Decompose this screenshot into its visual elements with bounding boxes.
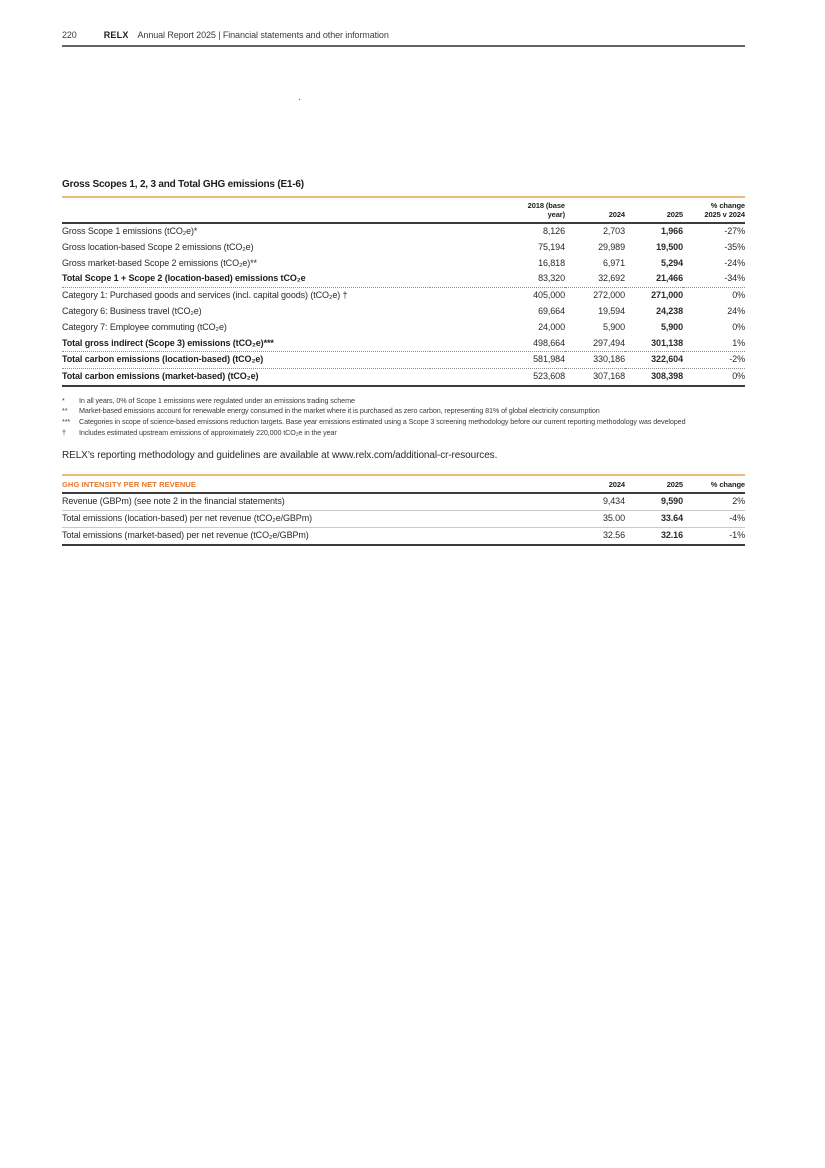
footnote xyxy=(62,406,745,417)
emissions-table-title: Gross Scopes 1, 2, 3 and Total GHG emissions (E1-6) xyxy=(62,179,304,190)
row-label: Total gross indirect (Scope 3) emissions (tCO₂e)*** xyxy=(62,337,274,348)
emissions-row xyxy=(62,240,745,256)
row-label: Total emissions (location-based) per net revenue (tCO₂e/GBPm) xyxy=(62,513,313,524)
intensity-header-row xyxy=(62,475,745,493)
value-2024: 6,971 xyxy=(602,257,625,268)
footnote-marker: *** xyxy=(62,417,71,426)
row-label: Revenue (GBPm) (see note 2 in the financial statements) xyxy=(62,496,285,507)
value-2024: 272,000 xyxy=(593,290,625,301)
value-2018: 69,664 xyxy=(538,306,565,316)
stray-mark: . xyxy=(298,92,301,103)
value-change: 0% xyxy=(732,371,745,382)
row-label: Category 6: Business travel (tCO₂e) xyxy=(62,306,202,316)
value-change: -1% xyxy=(729,529,745,540)
column-header-change: % change 2025 v 2024 xyxy=(704,201,745,219)
column-header-2024: 2024 xyxy=(608,210,625,219)
emissions-row xyxy=(62,256,745,272)
value-2025: 24,238 xyxy=(656,306,683,316)
value-2025: 308,398 xyxy=(651,371,683,382)
emissions-total-row xyxy=(62,335,745,351)
value-2018: 523,608 xyxy=(533,371,565,382)
value-2025: 5,294 xyxy=(660,257,683,268)
row-label: Total carbon emissions (location-based) (tCO₂e) xyxy=(62,354,264,365)
value-2025: 271,000 xyxy=(651,290,683,301)
value-change: -27% xyxy=(724,226,745,237)
row-label: Total carbon emissions (market-based) (tCO₂e) xyxy=(62,371,259,382)
row-label: Category 1: Purchased goods and services (incl. capital goods) (tCO₂e) † xyxy=(62,290,348,301)
value-2018: 498,664 xyxy=(533,337,565,348)
value-2024: 29,989 xyxy=(598,241,625,252)
report-header-title: Annual Report 2025 | Financial statements and other information xyxy=(137,30,389,40)
value-2024: 9,434 xyxy=(602,496,625,507)
footnotes xyxy=(62,396,745,438)
row-label: Gross market-based Scope 2 emissions (tCO₂e)** xyxy=(62,257,257,268)
value-change: -24% xyxy=(724,257,745,268)
footnote-marker: * xyxy=(62,395,65,405)
value-change: 0% xyxy=(732,290,745,301)
intensity-row xyxy=(62,527,745,544)
value-2018: 8,126 xyxy=(542,226,565,237)
emissions-row xyxy=(62,223,745,240)
intensity-row xyxy=(62,493,745,510)
intensity-table-title: GHG INTENSITY PER NET REVENUE xyxy=(62,480,197,490)
value-2025: 32.16 xyxy=(660,529,683,540)
value-2024: 19,594 xyxy=(598,306,625,316)
value-2018: 24,000 xyxy=(538,321,565,332)
footnote-marker: ** xyxy=(62,406,68,416)
brand-wordmark: RELX xyxy=(103,30,129,40)
value-2025: 33.64 xyxy=(660,513,683,524)
value-2018: 581,984 xyxy=(533,354,565,365)
value-2018: 405,000 xyxy=(533,290,565,301)
row-label: Gross location-based Scope 2 emissions (tCO₂e) xyxy=(62,241,254,252)
page-header xyxy=(62,30,745,47)
value-2025: 9,590 xyxy=(660,496,683,507)
footnote-text: In all years, 0% of Scope 1 emissions were regulated under an emissions trading scheme xyxy=(79,395,355,405)
row-label: Gross Scope 1 emissions (tCO₂e)* xyxy=(62,226,198,237)
value-change: 24% xyxy=(727,306,745,316)
emissions-header-label xyxy=(62,197,430,223)
column-header-change: % change xyxy=(710,480,745,490)
footnote-text: Includes estimated upstream emissions of approximately 220,000 tCO₂e in the year xyxy=(79,427,337,437)
emissions-row xyxy=(62,320,745,336)
value-change: 2% xyxy=(732,496,745,507)
value-2025: 1,966 xyxy=(660,226,683,237)
value-2024: 32.56 xyxy=(602,529,625,540)
intensity-table xyxy=(62,474,745,545)
value-change: 0% xyxy=(732,321,745,332)
value-change: 1% xyxy=(732,337,745,348)
column-header-2024: 2024 xyxy=(608,480,625,490)
row-label: Total emissions (market-based) per net revenue (tCO₂e/GBPm) xyxy=(62,529,309,540)
value-2024: 2,703 xyxy=(602,226,625,237)
row-label: Total Scope 1 + Scope 2 (location-based) emissions tCO₂e xyxy=(62,273,306,284)
value-2025: 301,138 xyxy=(651,337,683,348)
emissions-table xyxy=(62,196,745,387)
emissions-total-row xyxy=(62,352,745,369)
emissions-header-row xyxy=(62,197,745,223)
value-2018: 75,194 xyxy=(538,241,565,252)
value-2018: 16,818 xyxy=(538,257,565,268)
value-change: -4% xyxy=(729,513,745,524)
footnote-text: Market-based emissions account for renewable energy consumed in the market where it is purchased as zero carbon, representing 81% of global electricity consumption xyxy=(79,406,600,416)
footnote xyxy=(62,417,745,428)
footnote-text: Categories in scope of science-based emissions reduction targets. Base year emissions estimated using a Scope 3 screening methodology before our current reporting methodology was developed xyxy=(79,417,686,426)
emissions-row xyxy=(62,288,745,304)
value-2018: 83,320 xyxy=(538,273,565,284)
value-2024: 297,494 xyxy=(593,337,625,348)
main-content xyxy=(62,179,745,546)
emissions-total-row xyxy=(62,271,745,287)
footnote xyxy=(62,396,745,407)
value-2024: 35.00 xyxy=(602,513,625,524)
value-2025: 322,604 xyxy=(651,354,683,365)
footnote xyxy=(62,428,745,439)
column-header-2025: 2025 xyxy=(666,210,683,219)
column-header-2025: 2025 xyxy=(666,480,683,490)
footnote-marker: † xyxy=(62,427,66,437)
emissions-total-row xyxy=(62,369,745,386)
value-2025: 19,500 xyxy=(656,241,683,252)
header-rule xyxy=(62,45,745,47)
value-2024: 5,900 xyxy=(602,321,625,332)
value-change: -34% xyxy=(724,273,745,284)
emissions-row xyxy=(62,304,745,320)
row-label: Category 7: Employee commuting (tCO₂e) xyxy=(62,321,227,332)
intensity-row xyxy=(62,510,745,527)
value-change: -35% xyxy=(724,241,745,252)
methodology-note: RELX’s reporting methodology and guidelines are available at www.relx.com/additional-cr-resources. xyxy=(62,450,498,462)
value-2025: 5,900 xyxy=(660,321,683,332)
value-2024: 330,186 xyxy=(593,354,625,365)
column-header-2018: 2018 (base year) xyxy=(527,201,565,219)
value-2024: 32,692 xyxy=(598,273,625,284)
value-2024: 307,168 xyxy=(593,371,625,382)
value-change: -2% xyxy=(729,354,745,365)
page-number: 220 xyxy=(62,30,77,40)
value-2025: 21,466 xyxy=(656,273,683,284)
